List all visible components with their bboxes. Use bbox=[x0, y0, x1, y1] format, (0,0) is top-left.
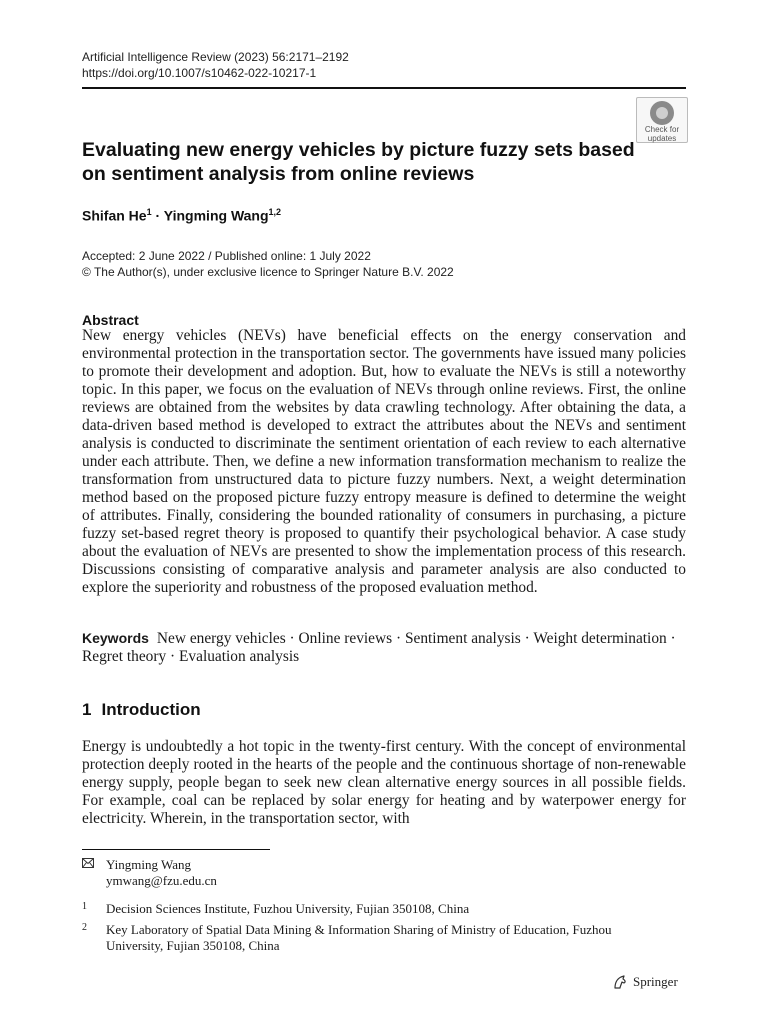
doi-link[interactable]: https://doi.org/10.1007/s10462-022-10217-1 bbox=[82, 66, 317, 80]
footnote-rule bbox=[82, 849, 270, 850]
springer-horse-icon bbox=[612, 974, 628, 990]
publisher-name: Springer bbox=[633, 974, 678, 989]
author-name[interactable]: Yingming Wang bbox=[163, 207, 269, 224]
contact-email[interactable]: ymwang@fzu.edu.cn bbox=[106, 873, 217, 888]
introduction-text: Energy is undoubtedly a hot topic in the twenty-first century. With the concept of environmental protection deeply rooted in the hearts of the people and the continuous shortage of non-renewable energy supply, people began to seek new clean alternative energy sources in all possible fields. For example, coal can be replaced by solar energy for heating and by waterpower energy for electricity. Wherein, in the transportation sector, with bbox=[82, 738, 686, 827]
check-for-updates-icon bbox=[650, 101, 674, 125]
copyright-line: © The Author(s), under exclusive licence to Springer Nature B.V. 2022 bbox=[82, 265, 454, 279]
section-title: Introduction bbox=[101, 700, 201, 719]
author-list bbox=[82, 207, 281, 224]
corresponding-author bbox=[106, 857, 217, 889]
section-number: 1 bbox=[82, 700, 92, 719]
publication-dates bbox=[82, 248, 454, 280]
title-line-2: on sentiment analysis from online reviews bbox=[82, 163, 475, 185]
contact-name: Yingming Wang bbox=[106, 857, 192, 872]
keywords-block bbox=[82, 629, 686, 666]
title-line-1: Evaluating new energy vehicles by picture fuzzy sets based bbox=[82, 139, 635, 161]
keywords-list: New energy vehicles · Online reviews · Sentiment analysis · Weight determination · Regret theory · Evaluation analysis bbox=[82, 630, 676, 665]
publisher-logo bbox=[612, 974, 678, 990]
header-rule bbox=[82, 87, 686, 89]
badge-line1: Check for bbox=[644, 125, 680, 134]
affiliation-2-line-2: University, Fujian 350108, China bbox=[106, 938, 280, 953]
affiliation-1: Decision Sciences Institute, Fuzhou University, Fujian 350108, China bbox=[106, 901, 470, 916]
accepted-published: Accepted: 2 June 2022 / Published online: 1 July 2022 bbox=[82, 249, 371, 263]
abstract-text: New energy vehicles (NEVs) have beneficial effects on the energy conservation and environmental protection in the transportation sector. The governments have issued many policies to promote their development and adoption. But, how to evaluate the NEVs is still a noteworthy topic. In this paper, we focus on the evaluation of NEVs through online reviews. First, the online reviews are obtained from the websites by data crawling technology. After obtaining the data, a data-driven based method is developed to extract the attributes about the NEVs and sentiment analysis is conducted to discriminate the sentiment orientation of each review to each alternative under each attribute. Then, we define a new information transformation mechanism to realize the transformation from unstructured data to picture fuzzy numbers. Next, a weight determination method based on the proposed picture fuzzy entropy measure is defined to determine the weight of attributes. Finally, considering the bounded rationality of consumers in purchasing, a picture fuzzy set-based regret theory is proposed to quantify their psychological behavior. A case study about the evaluation of NEVs are presented to show the implementation process of this research. Discussions consisting of comparative analysis and parameter analysis are also conducted to explore the superiority and robustness of the proposed evaluation method. bbox=[82, 327, 686, 596]
journal-header bbox=[82, 49, 349, 81]
badge-line2: updates bbox=[647, 134, 677, 143]
author-name[interactable]: Shifan He bbox=[82, 207, 147, 224]
author-separator: · bbox=[151, 207, 164, 224]
affiliation-2 bbox=[106, 922, 611, 954]
check-for-updates-badge[interactable] bbox=[636, 97, 688, 143]
keywords-label: Keywords bbox=[82, 630, 149, 646]
affiliation-number: 1 bbox=[82, 901, 87, 912]
section-heading bbox=[82, 700, 201, 720]
paper-title bbox=[82, 138, 642, 186]
journal-citation: Artificial Intelligence Review (2023) 56:2171–2192 bbox=[82, 50, 349, 64]
affiliation-2-line-1: Key Laboratory of Spatial Data Mining & Information Sharing of Ministry of Education, Fuzhou bbox=[106, 922, 612, 937]
author-affiliation-ref: 1,2 bbox=[268, 207, 282, 217]
envelope-icon bbox=[82, 858, 94, 868]
author-affiliation-ref: 1 bbox=[146, 207, 152, 217]
abstract-heading: Abstract bbox=[82, 312, 139, 328]
affiliation-number: 2 bbox=[82, 922, 87, 933]
